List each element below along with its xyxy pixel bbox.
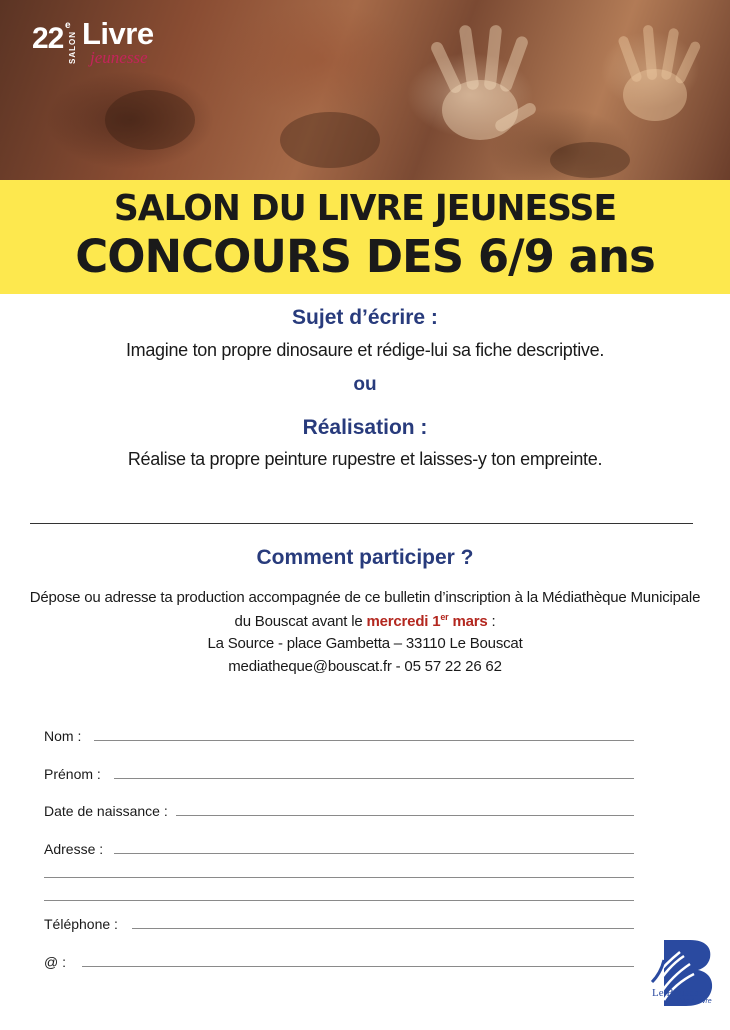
participer-contact: mediatheque@bouscat.fr - 05 57 22 26 62: [228, 658, 502, 675]
participer-heading: Comment participer ?: [256, 546, 474, 569]
participer-line-2-start: du Bouscat avant le: [234, 613, 367, 630]
field-line-prenom[interactable]: [114, 778, 634, 779]
field-line-adresse-2[interactable]: [44, 877, 634, 878]
participer-line-1: Dépose ou adresse ta production accompagnée de ce bulletin d’inscription à la Médiathèque Municipale: [29, 589, 701, 606]
salon-logo: [30, 18, 190, 73]
field-line-email[interactable]: [82, 966, 634, 967]
deadline-sup: er: [440, 612, 449, 622]
sujet-heading: Sujet d’écrire :: [292, 306, 438, 329]
field-line-naissance[interactable]: [176, 815, 634, 816]
field-label-nom: Nom :: [44, 728, 82, 744]
field-line-adresse-1[interactable]: [114, 853, 634, 854]
logo-number: 22: [32, 22, 64, 55]
field-label-prenom: Prénom :: [44, 766, 101, 782]
logo-livre: Livre: [82, 16, 154, 51]
participer-line-2-end: :: [487, 613, 496, 630]
divider: [30, 523, 693, 524]
realisation-text: Réalise ta propre peinture rupestre et laisses-y ton empreinte.: [127, 449, 603, 469]
deadline-month: mars: [448, 613, 488, 630]
bouscat-name: Le Bouscat: [652, 987, 702, 999]
field-line-telephone[interactable]: [132, 928, 634, 929]
field-label-adresse: Adresse :: [44, 841, 104, 857]
logo-sup: e: [65, 20, 71, 31]
title-band: [0, 180, 730, 294]
field-label-naissance: Date de naissance :: [44, 803, 168, 819]
field-label-telephone: Téléphone :: [44, 916, 118, 932]
realisation-heading: Réalisation :: [302, 416, 428, 439]
participer-line-2: [0, 612, 730, 630]
logo-jeunesse: jeunesse: [90, 48, 148, 67]
participer-address: La Source - place Gambetta – 33110 Le Bouscat: [207, 635, 523, 652]
title-line-2: CONCOURS DES 6/9 ans: [75, 230, 655, 283]
field-line-adresse-3[interactable]: [44, 900, 634, 901]
deadline-date: [366, 613, 487, 630]
title-line-1: SALON DU LIVRE JEUNESSE: [113, 188, 617, 229]
logo-salon: SALON: [68, 31, 77, 64]
bouscat-tagline: Ville à vivre: [676, 998, 712, 1005]
deadline-day: mercredi 1: [366, 613, 441, 630]
sujet-text: Imagine ton propre dinosaure et rédige-lui sa fiche descriptive.: [125, 340, 605, 360]
field-line-nom[interactable]: [94, 740, 634, 741]
field-label-email: @ :: [44, 954, 66, 970]
ou-separator: ou: [353, 374, 377, 395]
header-photo: [0, 0, 730, 180]
